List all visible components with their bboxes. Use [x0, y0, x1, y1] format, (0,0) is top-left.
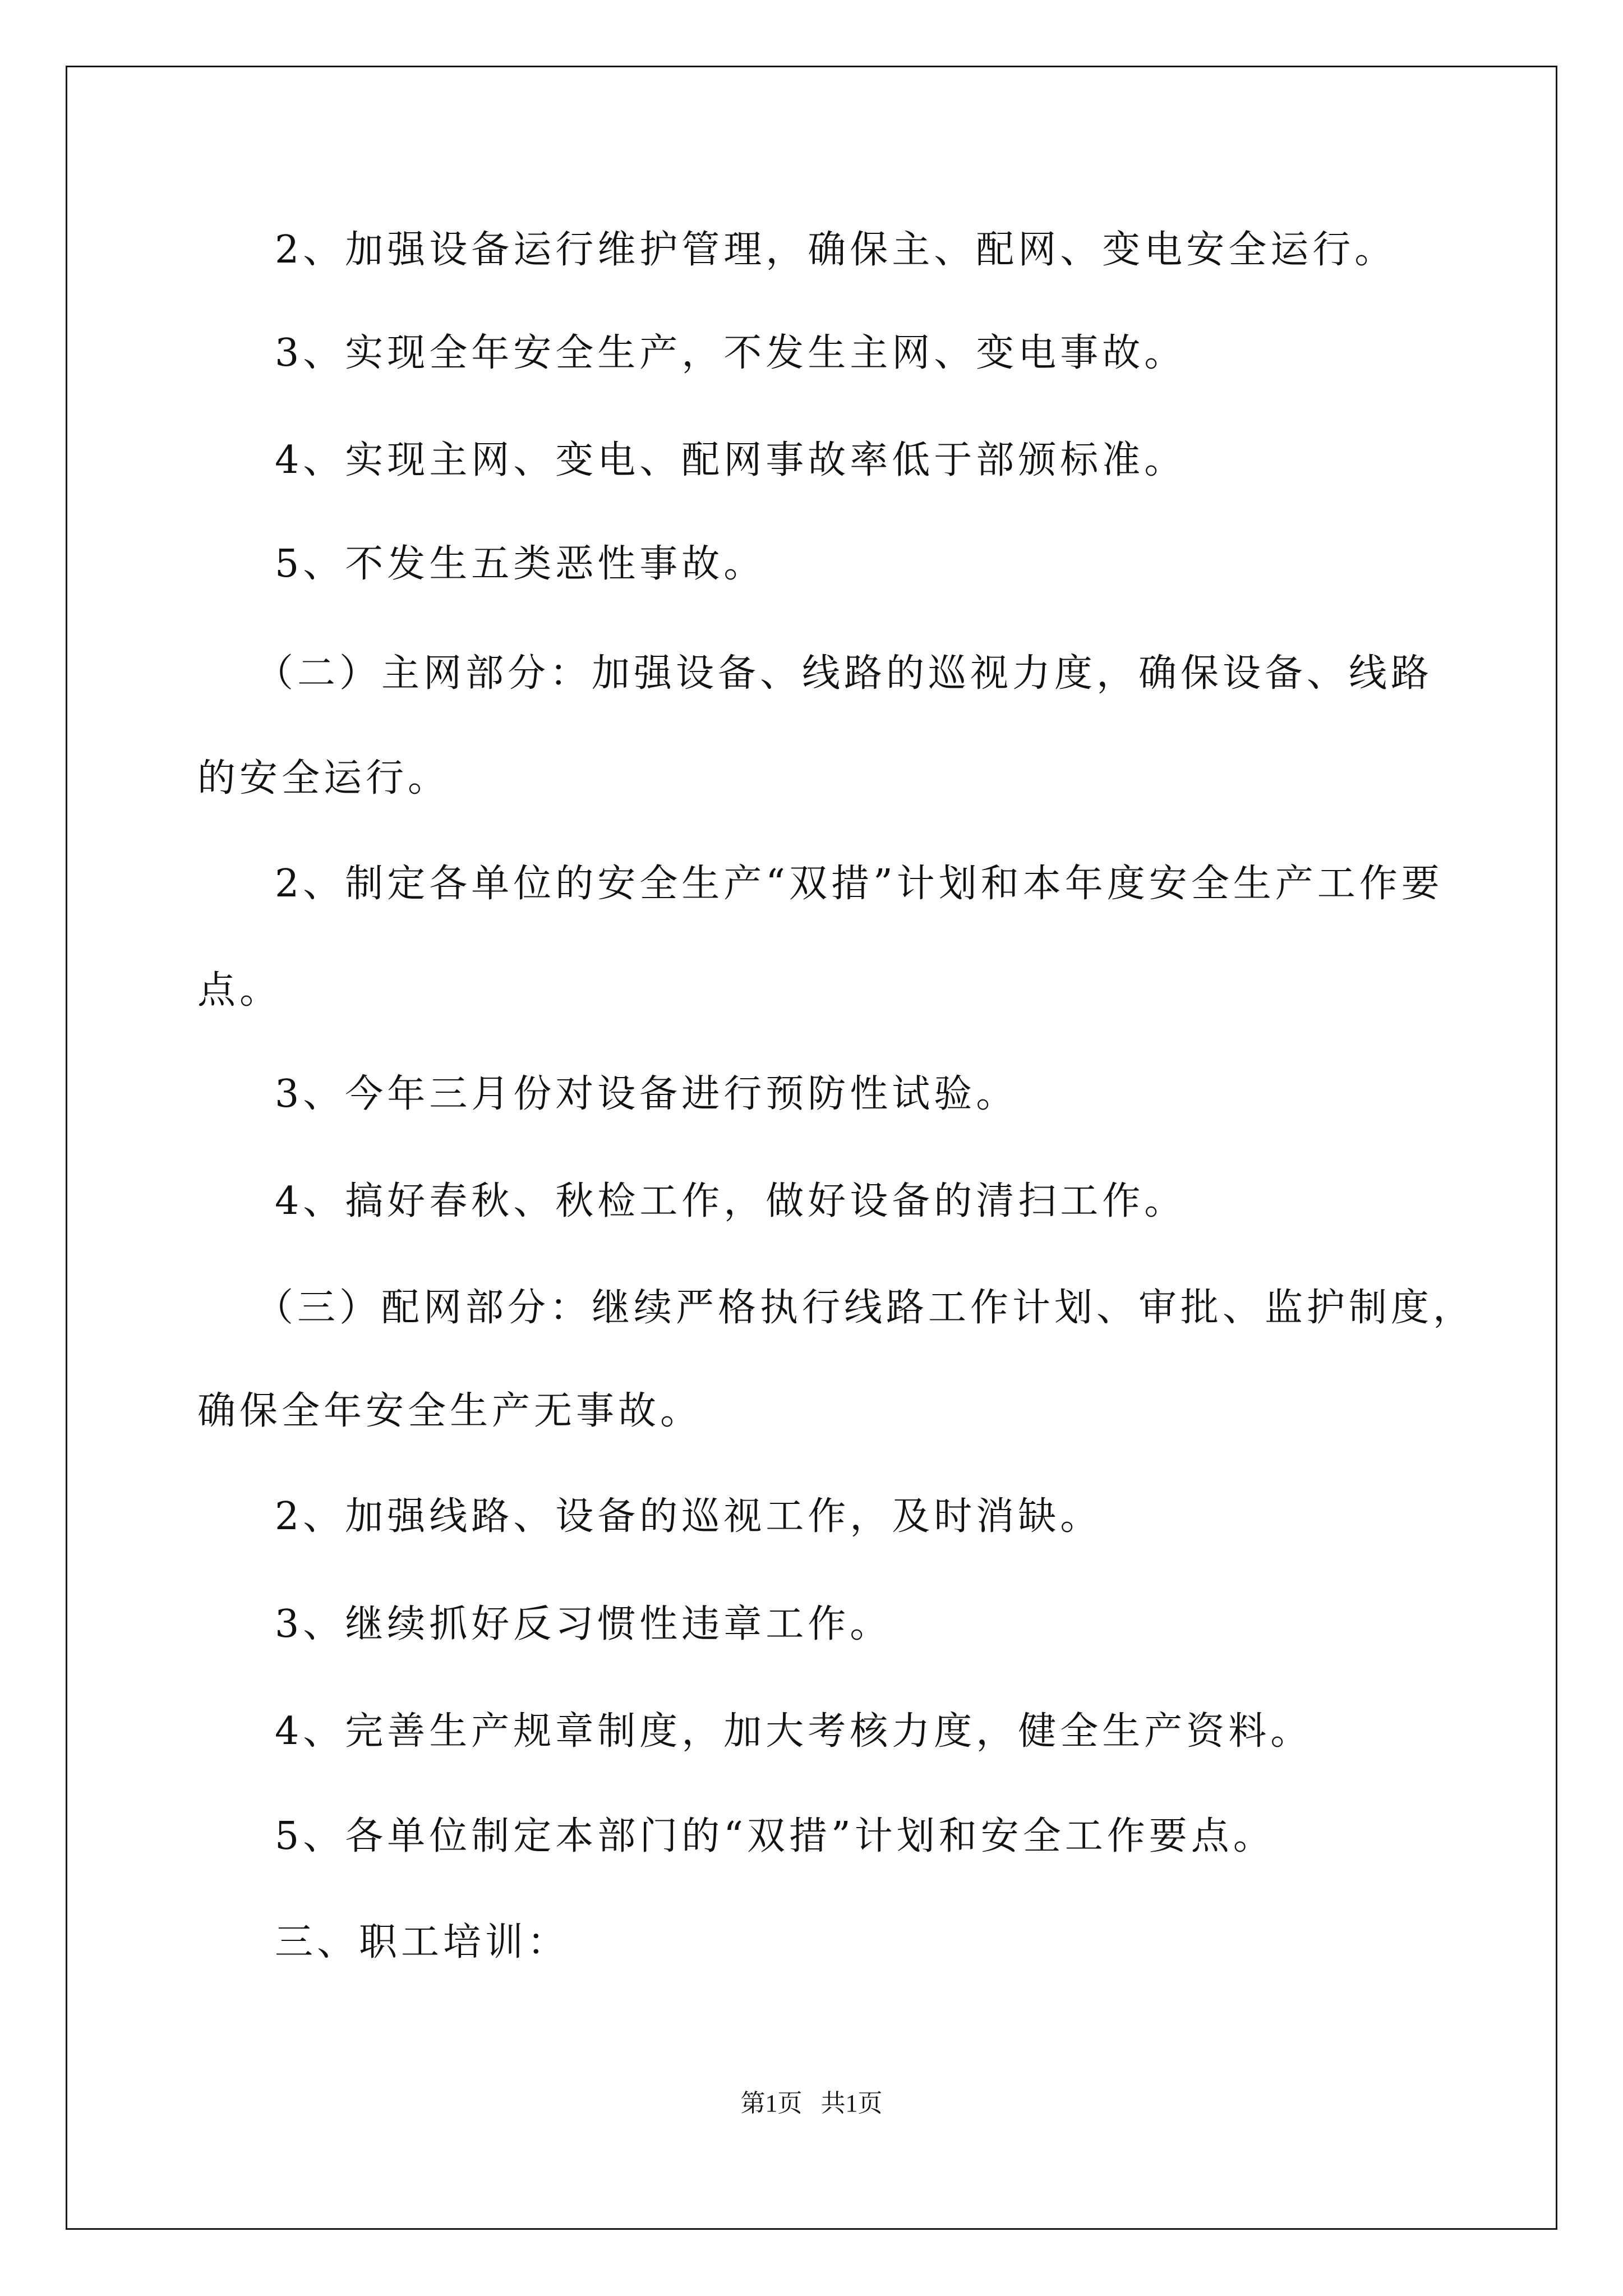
page-border — [66, 66, 1557, 2230]
paragraph-line-1: 2、加强设备运行维护管理，确保主、配网、变电安全运行。 — [275, 228, 1397, 272]
paragraph-line-11: 5、各单位制定本部门的“双措”计划和安全工作要点。 — [275, 1814, 1275, 1858]
paragraph-line-continuation-3: 确保全年安全生产无事故。 — [197, 1389, 703, 1433]
paragraph-line-5: 2、制定各单位的安全生产“双措”计划和本年度安全生产工作要 — [275, 862, 1444, 906]
paragraph-line-9: 3、继续抓好反习惯性违章工作。 — [275, 1602, 892, 1646]
paragraph-line-6: 3、今年三月份对设备进行预防性试验。 — [275, 1072, 1018, 1116]
paragraph-line-8: 2、加强线路、设备的巡视工作，及时消缺。 — [275, 1494, 1103, 1539]
section-heading-distribution-grid: （三）配网部分：继续严格执行线路工作计划、审批、监护制度， — [255, 1286, 1476, 1330]
paragraph-line-continuation: 的安全运行。 — [197, 756, 450, 800]
paragraph-line-7: 4、搞好春秋、秋检工作，做好设备的清扫工作。 — [275, 1179, 1187, 1223]
page-number-footer: 第1页 共1页 — [740, 2090, 883, 2117]
paragraph-line-10: 4、完善生产规章制度，加大考核力度，健全生产资料。 — [275, 1709, 1313, 1754]
paragraph-line-continuation-2: 点。 — [197, 968, 282, 1013]
section-heading-staff-training: 三、职工培训： — [275, 1920, 570, 1964]
paragraph-line-2: 3、实现全年安全生产，不发生主网、变电事故。 — [275, 331, 1187, 375]
paragraph-line-4: 5、不发生五类恶性事故。 — [275, 542, 766, 586]
paragraph-line-3: 4、实现主网、变电、配网事故率低于部颁标准。 — [275, 438, 1187, 482]
section-heading-main-grid: （二）主网部分：加强设备、线路的巡视力度，确保设备、线路 — [255, 651, 1433, 696]
